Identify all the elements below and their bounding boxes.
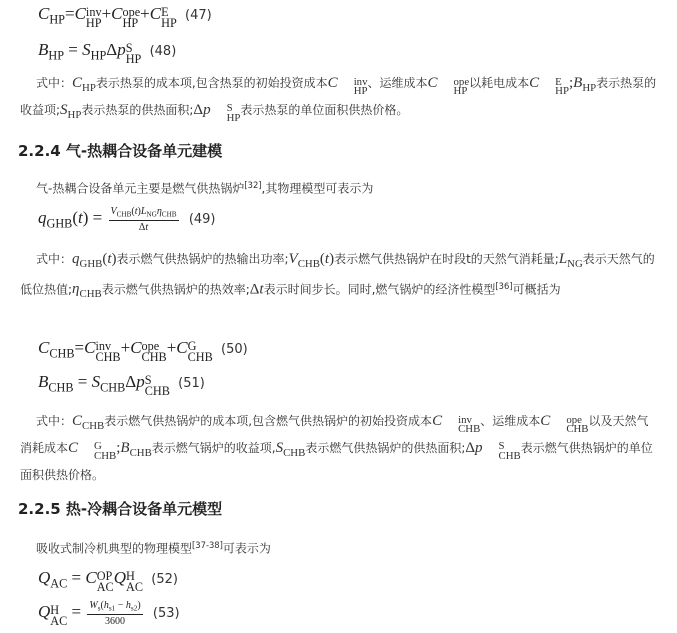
text-span: 表示热泵的供热面积;: [81, 102, 194, 117]
text-span: 表示燃气锅炉的收益项,: [151, 440, 276, 455]
equation-number: (49): [188, 212, 216, 228]
text-span: 表示燃气供热锅炉的供热面积;: [305, 440, 466, 455]
text-span: 式中：: [36, 76, 73, 90]
text-span: 表示燃气供热锅炉的成本项,包含燃气供热锅炉的初始投资成本: [104, 414, 433, 428]
text-span: 式中：: [36, 252, 73, 266]
text-span: 表示热泵的成本项,包含热泵的初始投资成本: [95, 76, 328, 90]
paragraph-absorption-chiller-intro: [20, 534, 660, 560]
text-span: 表示燃气供热锅炉的热输出功率;: [116, 252, 289, 266]
equation-number: (51): [178, 376, 205, 391]
text-span: 可表示为: [222, 541, 271, 556]
equation-52: $Q_{AC} = C$ OP AC Q H AC (52): [38, 568, 178, 594]
equation-53: Q H AC = $\frac{W_s(h_{s1} - h_{s2})}{3600}$ (53): [38, 600, 180, 628]
section-heading-2-2-5: 2.2.5 热-冷耦合设备单元模型: [18, 500, 223, 518]
text-span: ,其物理模型可表示为: [261, 181, 374, 196]
section-heading-2-2-4: 2.2.4 气-热耦合设备单元建模: [18, 142, 223, 160]
equation-number: (52): [151, 572, 178, 587]
text-span: 式中：: [36, 414, 73, 428]
text-span: 表示燃气供热锅炉的单位面积供热价格。: [20, 440, 653, 482]
text-span: 吸收式制冷机典型的物理模型: [36, 541, 193, 556]
text-span: 以及天然气消耗成本: [20, 414, 649, 455]
equation-number: (50): [221, 342, 248, 357]
equation-number: (48): [149, 44, 177, 59]
text-span: 表示时间步长。同时,燃气锅炉的经济性模型: [263, 282, 496, 297]
paragraph-gas-boiler-economics: 式中：$C_{CHB}$表示燃气供热锅炉的成本项,包含燃气供热锅炉的初始投资成本C inv CHB 、运维成本C ope CHB 以及天然气消耗成本C G CHB $;B_{CHB}$表示燃气锅炉的收益项$,S_{CHB}$表示燃气供热锅炉的供热面积;Δp S CHB 表示燃气供热锅炉的单位面积供热价格。: [20, 413, 653, 482]
text-span: 、运维成本: [367, 76, 428, 90]
text-span: 表示天然气的低位热值;: [20, 252, 655, 297]
text-span: 气-热耦合设备单元主要是燃气供热锅炉: [36, 181, 245, 196]
text-span: 以耗电成本: [469, 76, 530, 90]
text-span: 表示燃气供热锅炉在时段t的天然气消耗量;: [334, 252, 559, 266]
citation: [36]: [495, 280, 513, 291]
equation-50: $C_{CHB}=C$ inv CHB +C ope CHB +C G CHB (50): [38, 338, 248, 364]
equation-51: $B_{CHB} = S_{CHB}\Delta p$ S CHB (51): [38, 372, 205, 398]
text-span: 表示热泵的单位面积供热价格。: [240, 102, 409, 117]
text-span: 、运维成本: [480, 414, 541, 428]
citation: [32]: [244, 180, 262, 190]
equation-47: $C_{HP}=C$ inv HP +C ope HP +C E HP (47): [38, 4, 212, 30]
equation-49: $q_{GHB}(t)$ = $\frac{V_{CHB}(t)L_{NG}\eta_{CHB}}{\Delta t}$ (49): [38, 206, 216, 233]
text-span: 表示燃气供热锅炉的热效率;: [101, 282, 250, 297]
paragraph-heat-pump-terms: 式中：$C_{HP}$表示热泵的成本项,包含热泵的初始投资成本C inv HP 、运维成本C ope HP 以耗电成本C E HP $;B_{HP}$表示热泵的收益项$;S_{HP}$表示热泵的供热面积;Δp S HP 表示热泵的单位面积供热价格。: [20, 75, 657, 124]
equation-number: (47): [185, 8, 212, 23]
text-span: 表示热泵的收益项;: [20, 76, 657, 117]
text-span: 可概括为: [512, 282, 561, 297]
paragraph-gas-boiler-intro: [20, 174, 660, 200]
paragraph-gas-boiler-terms: 式中：$q_{GHB}(t)$表示燃气供热锅炉的热输出功率$;V_{CHB}(t)$表示燃气供热锅炉在时段t的天然气消耗量$;L_{NG}$表示天然气的低位热值$;\eta_{CHB}$表示燃气供热锅炉的热效率;Δt表示时间步长。同时,燃气锅炉的经济性模型[36]可概括为: [20, 251, 655, 301]
equation-48: $B_{HP} = S_{HP}\Delta p$ S HP (48): [38, 40, 177, 66]
citation: [37-38]: [192, 540, 223, 550]
equation-number: (53): [152, 606, 180, 622]
